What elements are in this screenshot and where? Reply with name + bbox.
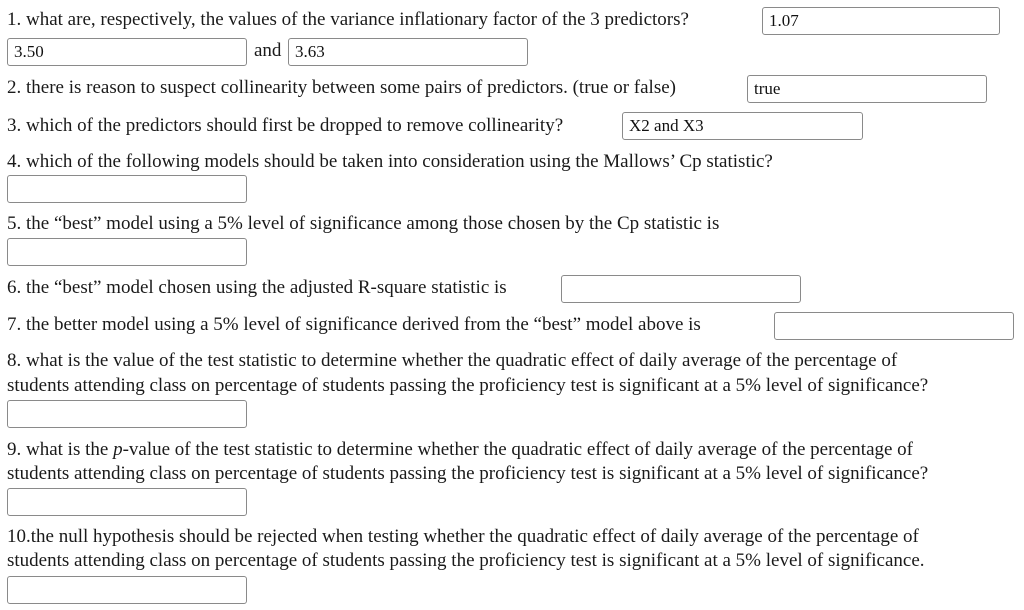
q1-vif-x1-input[interactable] bbox=[762, 7, 1000, 35]
q5-best-cp-model-input[interactable] bbox=[7, 238, 247, 266]
question-10-line-2: students attending class on percentage of students passing the proficiency test is significant at a 5% level of significance. bbox=[7, 550, 925, 571]
q9-p-italic: p bbox=[113, 439, 123, 460]
q1-and-label: and bbox=[254, 40, 282, 61]
question-7-text: 7. the better model using a 5% level of significance derived from the “best” model above is bbox=[7, 314, 701, 335]
question-3-text: 3. which of the predictors should first be dropped to remove collinearity? bbox=[7, 115, 564, 136]
question-10-line-1: 10.the null hypothesis should be rejected when testing whether the quadratic effect of daily average of the percentage of bbox=[7, 526, 919, 547]
q7-better-model-input[interactable] bbox=[774, 312, 1014, 340]
question-8-line-1: 8. what is the value of the test statistic to determine whether the quadratic effect of daily average of the percentage of bbox=[7, 350, 898, 371]
q3-dropped-predictors-input[interactable] bbox=[622, 112, 863, 140]
q6-adjusted-r2-input[interactable] bbox=[561, 275, 801, 303]
q9-text-part-2: -value of the test statistic to determine whether the quadratic effect of daily average of the percentage of bbox=[122, 439, 914, 460]
q9-text-part-1: 9. what is the bbox=[7, 439, 114, 460]
question-5-text: 5. the “best” model using a 5% level of significance among those chosen by the Cp statistic is bbox=[7, 213, 720, 234]
q8-test-statistic-input[interactable] bbox=[7, 400, 247, 428]
q2-collinearity-input[interactable] bbox=[747, 75, 987, 103]
question-9-line-2: students attending class on percentage of students passing the proficiency test is significant at a 5% level of significance? bbox=[7, 463, 929, 484]
question-9-line-1 bbox=[7, 438, 913, 462]
q10-reject-null-input[interactable] bbox=[7, 576, 247, 604]
question-8-line-2: students attending class on percentage of students passing the proficiency test is significant at a 5% level of significance? bbox=[7, 375, 929, 396]
q1-vif-x2-input[interactable] bbox=[7, 38, 247, 66]
q9-p-value-input[interactable] bbox=[7, 488, 247, 516]
q4-mallows-cp-input[interactable] bbox=[7, 175, 247, 203]
question-4-text: 4. which of the following models should be taken into consideration using the Mallows’ Cp statistic? bbox=[7, 151, 773, 172]
question-2-text: 2. there is reason to suspect collinearity between some pairs of predictors. (true or false) bbox=[7, 77, 676, 98]
question-1-text: 1. what are, respectively, the values of the variance inflationary factor of the 3 predictors? bbox=[7, 9, 689, 30]
q1-vif-x3-input[interactable] bbox=[288, 38, 528, 66]
question-6-text: 6. the “best” model chosen using the adjusted R-square statistic is bbox=[7, 277, 507, 298]
